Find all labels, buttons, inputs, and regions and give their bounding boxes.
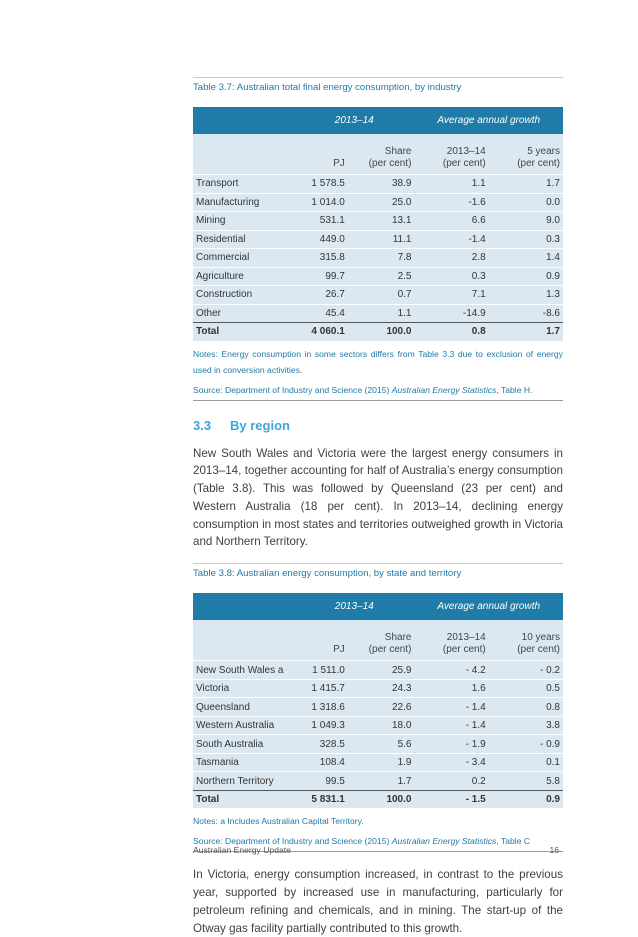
cell-g1: -1.4	[414, 230, 488, 249]
column-headers	[193, 620, 563, 661]
cell-share: 22.6	[348, 698, 415, 717]
cell-pj: 99.5	[294, 772, 348, 791]
cell-label: Queensland	[193, 698, 294, 717]
table-row	[193, 753, 563, 772]
cell-label: Victoria	[193, 679, 294, 698]
cell-share: 38.9	[348, 175, 415, 194]
cell-share: 1.7	[348, 772, 415, 791]
table-source: Source: Department of Industry and Science (2015) Australian Energy Statistics, Table C	[193, 834, 563, 852]
cell-share: 7.8	[348, 249, 415, 268]
cell-pj: 4 060.1	[294, 323, 348, 341]
cell-g1: - 4.2	[414, 661, 488, 680]
cell-share: 25.0	[348, 193, 415, 212]
cell-g1: 1.1	[414, 175, 488, 194]
header-share: Share (per cent)	[348, 134, 415, 175]
cell-share: 100.0	[348, 790, 415, 808]
cell-g2: 0.0	[489, 193, 563, 212]
page-number: 16	[549, 845, 559, 855]
cell-label: Total	[193, 323, 294, 341]
cell-g2: 3.8	[489, 716, 563, 735]
table-row	[193, 772, 563, 791]
cell-g2: 1.7	[489, 323, 563, 341]
table-total-row	[193, 323, 563, 341]
cell-share: 1.1	[348, 304, 415, 323]
cell-pj: 1 578.5	[294, 175, 348, 194]
cell-g1: 7.1	[414, 286, 488, 305]
header-pj: PJ	[294, 134, 348, 175]
cell-g2: 0.5	[489, 679, 563, 698]
header-share: Share (per cent)	[348, 620, 415, 661]
column-headers	[193, 134, 563, 175]
header-growth-5yr: 5 years (per cent)	[489, 134, 563, 175]
cell-g1: -14.9	[414, 304, 488, 323]
cell-share: 11.1	[348, 230, 415, 249]
cell-label: Western Australia	[193, 716, 294, 735]
table-notes: Notes: Energy consumption in some sectors differs from Table 3.3 due to exclusion of energy used in conversion activities.	[193, 348, 563, 375]
cell-pj: 1 511.0	[294, 661, 348, 680]
table-row	[193, 267, 563, 286]
table-row	[193, 679, 563, 698]
cell-label: Residential	[193, 230, 294, 249]
section-title: By region	[230, 417, 290, 433]
cell-g2: 1.3	[489, 286, 563, 305]
cell-pj: 26.7	[294, 286, 348, 305]
cell-pj: 1 014.0	[294, 193, 348, 212]
cell-g1: - 1.4	[414, 698, 488, 717]
cell-g1: - 1.5	[414, 790, 488, 808]
cell-label: Total	[193, 790, 294, 808]
state-consumption-table	[193, 593, 563, 808]
footer-title: Australian Energy Update	[193, 845, 291, 855]
cell-share: 0.7	[348, 286, 415, 305]
cell-g1: 6.6	[414, 212, 488, 231]
cell-g2: 0.3	[489, 230, 563, 249]
cell-g2: 0.9	[489, 267, 563, 286]
cell-pj: 328.5	[294, 735, 348, 754]
cell-share: 13.1	[348, 212, 415, 231]
cell-pj: 449.0	[294, 230, 348, 249]
cell-label: New South Wales a	[193, 661, 294, 680]
band-growth: Average annual growth	[414, 107, 563, 134]
band-growth: Average annual growth	[414, 593, 563, 620]
cell-share: 18.0	[348, 716, 415, 735]
document-page	[193, 0, 563, 937]
table-row	[193, 230, 563, 249]
table-row	[193, 304, 563, 323]
cell-pj: 45.4	[294, 304, 348, 323]
cell-pj: 108.4	[294, 753, 348, 772]
table-row	[193, 735, 563, 754]
cell-label: Commercial	[193, 249, 294, 268]
cell-pj: 531.1	[294, 212, 348, 231]
cell-pj: 1 415.7	[294, 679, 348, 698]
industry-consumption-table	[193, 107, 563, 341]
cell-pj: 99.7	[294, 267, 348, 286]
table-row	[193, 193, 563, 212]
cell-label: Northern Territory	[193, 772, 294, 791]
cell-pj: 1 049.3	[294, 716, 348, 735]
table-row	[193, 286, 563, 305]
cell-share: 25.9	[348, 661, 415, 680]
cell-g2: 1.4	[489, 249, 563, 268]
cell-g1: 0.8	[414, 323, 488, 341]
cell-label: Tasmania	[193, 753, 294, 772]
table-total-row	[193, 790, 563, 808]
cell-label: Manufacturing	[193, 193, 294, 212]
cell-share: 100.0	[348, 323, 415, 341]
section-number: 3.3	[193, 417, 212, 433]
table-row	[193, 212, 563, 231]
section-heading	[193, 418, 563, 436]
cell-share: 1.9	[348, 753, 415, 772]
cell-pj: 315.8	[294, 249, 348, 268]
cell-label: Construction	[193, 286, 294, 305]
cell-g1: 2.8	[414, 249, 488, 268]
cell-g2: 1.7	[489, 175, 563, 194]
header-growth-year: 2013–14 (per cent)	[414, 620, 488, 661]
cell-pj: 1 318.6	[294, 698, 348, 717]
table-row	[193, 716, 563, 735]
cell-g2: 0.1	[489, 753, 563, 772]
cell-share: 24.3	[348, 679, 415, 698]
table-source: Source: Department of Industry and Science (2015) Australian Energy Statistics, Table H.	[193, 383, 563, 401]
table-notes: Notes: a Includes Australian Capital Territory.	[193, 816, 364, 827]
cell-label: Transport	[193, 175, 294, 194]
cell-g1: - 1.4	[414, 716, 488, 735]
cell-g2: - 0.2	[489, 661, 563, 680]
cell-g2: - 0.9	[489, 735, 563, 754]
cell-g1: 0.2	[414, 772, 488, 791]
table-row	[193, 661, 563, 680]
cell-share: 5.6	[348, 735, 415, 754]
cell-g2: -8.6	[489, 304, 563, 323]
header-growth-year: 2013–14 (per cent)	[414, 134, 488, 175]
table-caption: Table 3.8: Australian energy consumption, by state and territory	[193, 563, 563, 582]
table-row	[193, 698, 563, 717]
table-caption: Table 3.7: Australian total final energy consumption, by industry	[193, 77, 563, 96]
cell-g2: 0.9	[489, 790, 563, 808]
table-row	[193, 249, 563, 268]
cell-label: Agriculture	[193, 267, 294, 286]
header-pj: PJ	[294, 620, 348, 661]
page-footer	[193, 845, 563, 855]
cell-label: South Australia	[193, 735, 294, 754]
body-paragraph: New South Wales and Victoria were the largest energy consumers in 2013–14, together accounting for half of Australia’s energy consumption (Table 3.8). This was followed by Queensland (23 per cent) and Western Australia (18 per cent). In 2013–14, declining energy consumption in most states and territories outweighed growth in Victoria and Northern Territory.	[193, 446, 563, 549]
cell-g2: 5.8	[489, 772, 563, 791]
header-growth-10yr: 10 years (per cent)	[489, 620, 563, 661]
cell-label: Other	[193, 304, 294, 323]
cell-g2: 0.8	[489, 698, 563, 717]
table-row	[193, 175, 563, 194]
band-2013-14: 2013–14	[294, 107, 414, 134]
cell-pj: 5 831.1	[294, 790, 348, 808]
band-2013-14: 2013–14	[294, 593, 414, 620]
cell-g1: -1.6	[414, 193, 488, 212]
body-paragraph: In Victoria, energy consumption increased, in contrast to the previous year, supported by increased use in manufacturing, particularly for petroleum refining and chemicals, and in mining. The start-up of the Otway gas facility partially contributed to this growth.	[193, 868, 563, 935]
cell-g1: 0.3	[414, 267, 488, 286]
cell-label: Mining	[193, 212, 294, 231]
cell-g1: - 3.4	[414, 753, 488, 772]
cell-share: 2.5	[348, 267, 415, 286]
cell-g1: - 1.9	[414, 735, 488, 754]
cell-g1: 1.6	[414, 679, 488, 698]
cell-g2: 9.0	[489, 212, 563, 231]
